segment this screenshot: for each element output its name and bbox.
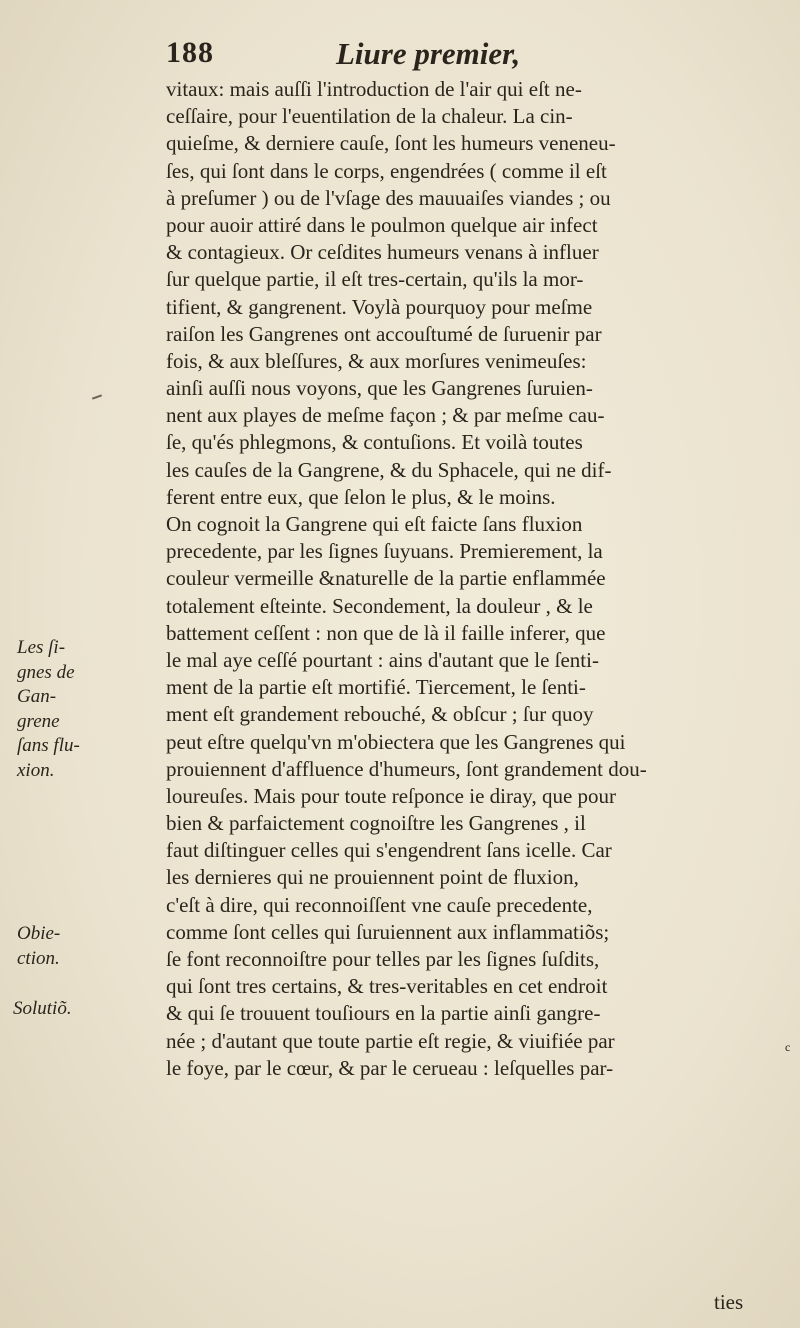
text-line: qui ſont tres certains, & tres-veritables en cet endroit bbox=[166, 974, 608, 999]
margin-note-line: Obie- bbox=[17, 923, 61, 944]
text-line: & qui ſe trouuent touſiours en la partie ainſi gangre- bbox=[166, 1001, 601, 1026]
text-line: les cauſes de la Gangrene, & du Sphacele, qui ne dif- bbox=[166, 457, 612, 482]
text-line: pour auoir attiré dans le poulmon quelque air infect bbox=[166, 212, 598, 237]
text-line: les dernieres qui ne prouiennent point de fluxion, bbox=[166, 865, 579, 890]
margin-note-line: Gan- bbox=[17, 686, 57, 707]
margin-note-line: xion. bbox=[17, 759, 55, 781]
text-line: raiſon les Gangrenes ont accouſtumé de ſuruenir par bbox=[166, 321, 602, 346]
text-line: comme ſont celles qui ſuruiennent aux inflammatiõs; bbox=[166, 919, 610, 944]
text-line: couleur vermeille &naturelle de la partie enflammée bbox=[166, 566, 606, 591]
margin-mark bbox=[92, 394, 102, 399]
margin-note-solution bbox=[13, 997, 72, 1022]
text-line: faut diſtinguer celles qui s'engendrent ſans icelle. Car bbox=[166, 838, 612, 863]
text-line: ſes, qui ſont dans le corps, engendrées ( comme il eſt bbox=[166, 158, 607, 183]
text-line: ceſſaire, pour l'euentilation de la chaleur. La cin- bbox=[166, 104, 573, 129]
text-line: ſe font reconnoiſtre pour telles par les ſignes ſuſdits, bbox=[166, 947, 600, 971]
margin-note-obiection bbox=[17, 922, 60, 971]
text-line: On cognoit la Gangrene qui eſt faicte ſans fluxion bbox=[166, 512, 583, 536]
text-line: bien & parfaictement cognoiſtre les Gangrenes , il bbox=[166, 811, 586, 836]
margin-note-line: gnes de bbox=[17, 661, 75, 683]
text-line: née ; d'autant que toute partie eſt regie, & viuifiée par bbox=[166, 1028, 615, 1053]
margin-note-signes bbox=[17, 636, 80, 783]
running-head: Liure premier, bbox=[336, 36, 521, 71]
text-line: ment de la partie eſt mortifié. Tiercement, le ſenti- bbox=[166, 675, 586, 700]
bleed-through-glyph: c bbox=[785, 1040, 791, 1054]
text-line: peut eſtre quelqu'vn m'obiectera que les Gangrenes qui bbox=[166, 729, 626, 754]
body-text bbox=[166, 76, 796, 1082]
text-line: nent aux playes de meſme façon ; & par meſme cau- bbox=[166, 403, 605, 428]
text-line: ment eſt grandement rebouché, & obſcur ; ſur quoy bbox=[166, 702, 594, 727]
text-line: vitaux: mais auſſi l'introduction de l'air qui eſt ne- bbox=[166, 77, 582, 101]
text-line: quieſme, & derniere cauſe, ſont les humeurs veneneu- bbox=[166, 131, 616, 156]
text-line: le foye, par le cœur, & par le cerueau : leſquelles par- bbox=[166, 1055, 614, 1080]
text-line: prouiennent d'affluence d'humeurs, ſont grandement dou- bbox=[166, 756, 647, 781]
text-line: ſe, qu'és phlegmons, & contuſions. Et voilà toutes bbox=[166, 430, 583, 455]
text-line: totalement eſteinte. Secondement, la douleur , & le bbox=[166, 593, 593, 618]
page-header bbox=[166, 36, 796, 76]
text-line: le mal aye ceſſé pourtant : ains d'autant que le ſenti- bbox=[166, 647, 599, 672]
margin-note-line: Solutiõ. bbox=[13, 998, 72, 1019]
catchword: ties bbox=[714, 1290, 744, 1314]
text-line: & contagieux. Or ceſdites humeurs venans à influer bbox=[166, 240, 599, 265]
text-line: battement ceſſent : non que de là il faille inferer, que bbox=[166, 620, 606, 645]
margin-note-line: Les ſi- bbox=[17, 637, 66, 658]
text-line: fois, & aux bleſſures, & aux morſures venimeuſes: bbox=[166, 348, 587, 373]
text-line: ferent entre eux, que ſelon le plus, & le moins. bbox=[166, 484, 556, 509]
text-line: tifient, & gangrenent. Voylà pourquoy pour meſme bbox=[166, 294, 593, 319]
page-number: 188 bbox=[166, 36, 214, 69]
margin-note-line: grene bbox=[17, 710, 60, 732]
text-line: loureuſes. Mais pour toute reſponce ie diray, que pour bbox=[166, 783, 617, 808]
text-line: precedente, par les ſignes ſuyuans. Premierement, la bbox=[166, 539, 603, 564]
margin-note-line: ſans flu- bbox=[17, 735, 80, 756]
margin-note-line: ction. bbox=[17, 947, 60, 969]
text-line: ſur quelque partie, il eſt tres-certain, qu'ils la mor- bbox=[166, 267, 584, 292]
text-line: ainſi auſſi nous voyons, que les Gangrenes ſuruien- bbox=[166, 376, 593, 401]
text-line: à preſumer ) ou de l'vſage des mauuaiſes viandes ; ou bbox=[166, 185, 611, 210]
text-line: c'eſt à dire, qui reconnoiſſent vne cauſe precedente, bbox=[166, 892, 593, 917]
